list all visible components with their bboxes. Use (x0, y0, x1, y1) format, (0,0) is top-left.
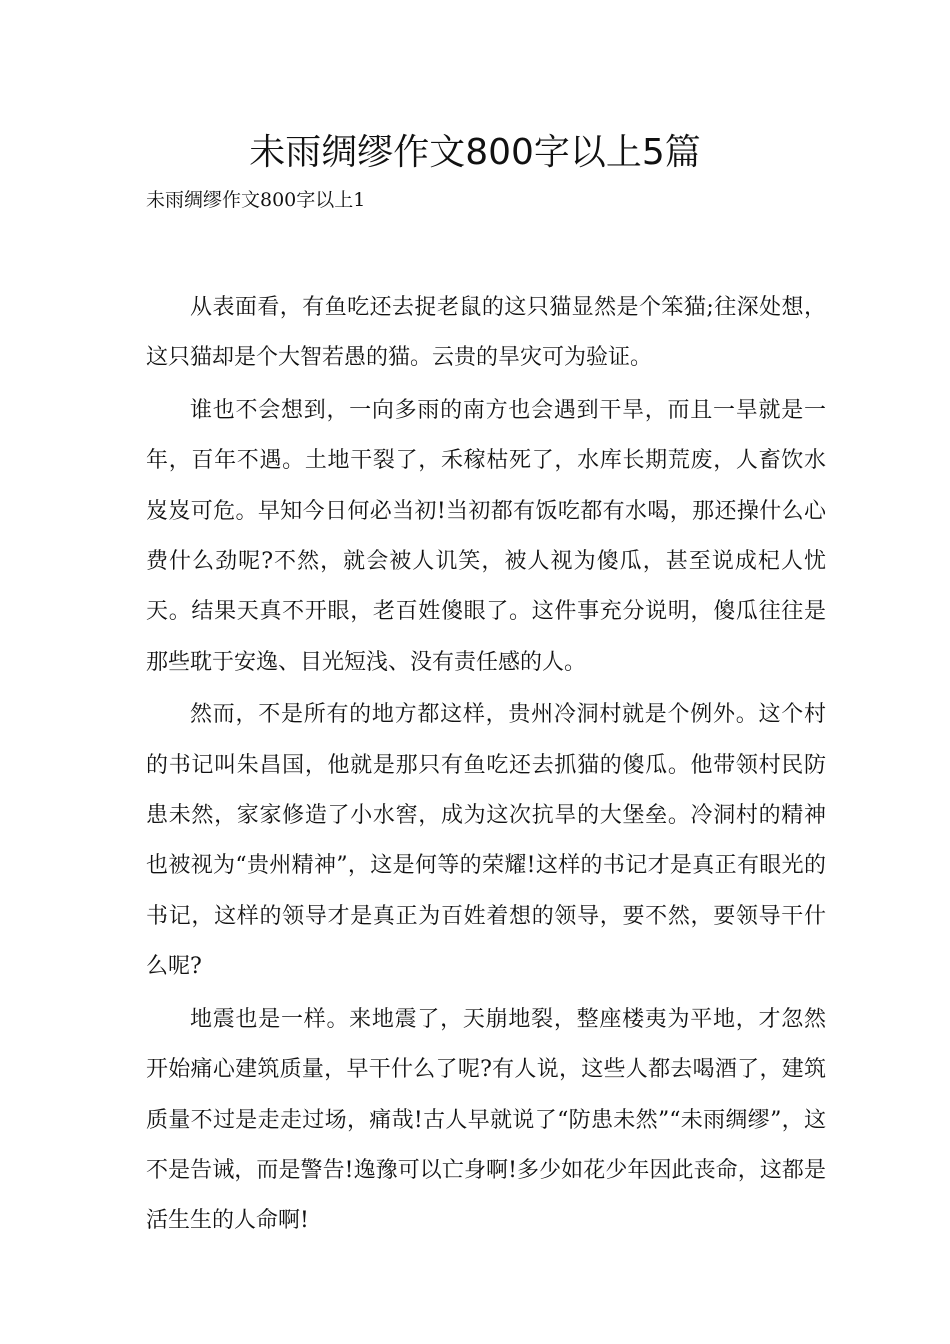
document-title: 未雨绸缪作文800字以上5篇 (249, 132, 701, 173)
document-subtitle: 未雨绸缪作文800字以上1 (146, 189, 366, 211)
body-paragraph: 然而，不是所有的地方都这样，贵州冷洞村就是个例外。这个村的书记叫朱昌国，他就是那只有鱼吃还去抓猫的傻瓜。他带领村民防患未然，家家修造了小水窖，成为这次抗旱的大堡垒。冷洞村的精神也被视为“贵州精神”，这是何等的荣耀!这样的书记才是真正有眼光的书记，这样的领导才是真正为百姓着想的领导，要不然，要领导干什么呢? (146, 702, 826, 980)
body-paragraph: 地震也是一样。来地震了，天崩地裂，整座楼夷为平地，才忽然开始痛心建筑质量，早干什么了呢?有人说，这些人都去喝酒了，建筑质量不过是走走过场，痛哉!古人早就说了“防患未然”“未雨绸缪”，这不是告诫，而是警告!逸豫可以亡身啊!多少如花少年因此丧命，这都是活生生的人命啊! (146, 1006, 826, 1234)
body-paragraph: 从表面看，有鱼吃还去捉老鼠的这只猫显然是个笨猫;往深处想，这只猫却是个大智若愚的猫。云贵的旱灾可为验证。 (146, 295, 826, 371)
body-paragraph: 谁也不会想到，一向多雨的南方也会遇到干旱，而且一旱就是一年，百年不遇。土地干裂了，禾稼枯死了，水库长期荒废，人畜饮水岌岌可危。早知今日何必当初!当初都有饭吃都有水喝，那还操什么心费什么劲呢?不然，就会被人讥笑，被人视为傻瓜，甚至说成杞人忧天。结果天真不开眼，老百姓傻眼了。这件事充分说明，傻瓜往往是那些耽于安逸、目光短浅、没有责任感的人。 (146, 397, 826, 675)
document-body (146, 283, 826, 1249)
